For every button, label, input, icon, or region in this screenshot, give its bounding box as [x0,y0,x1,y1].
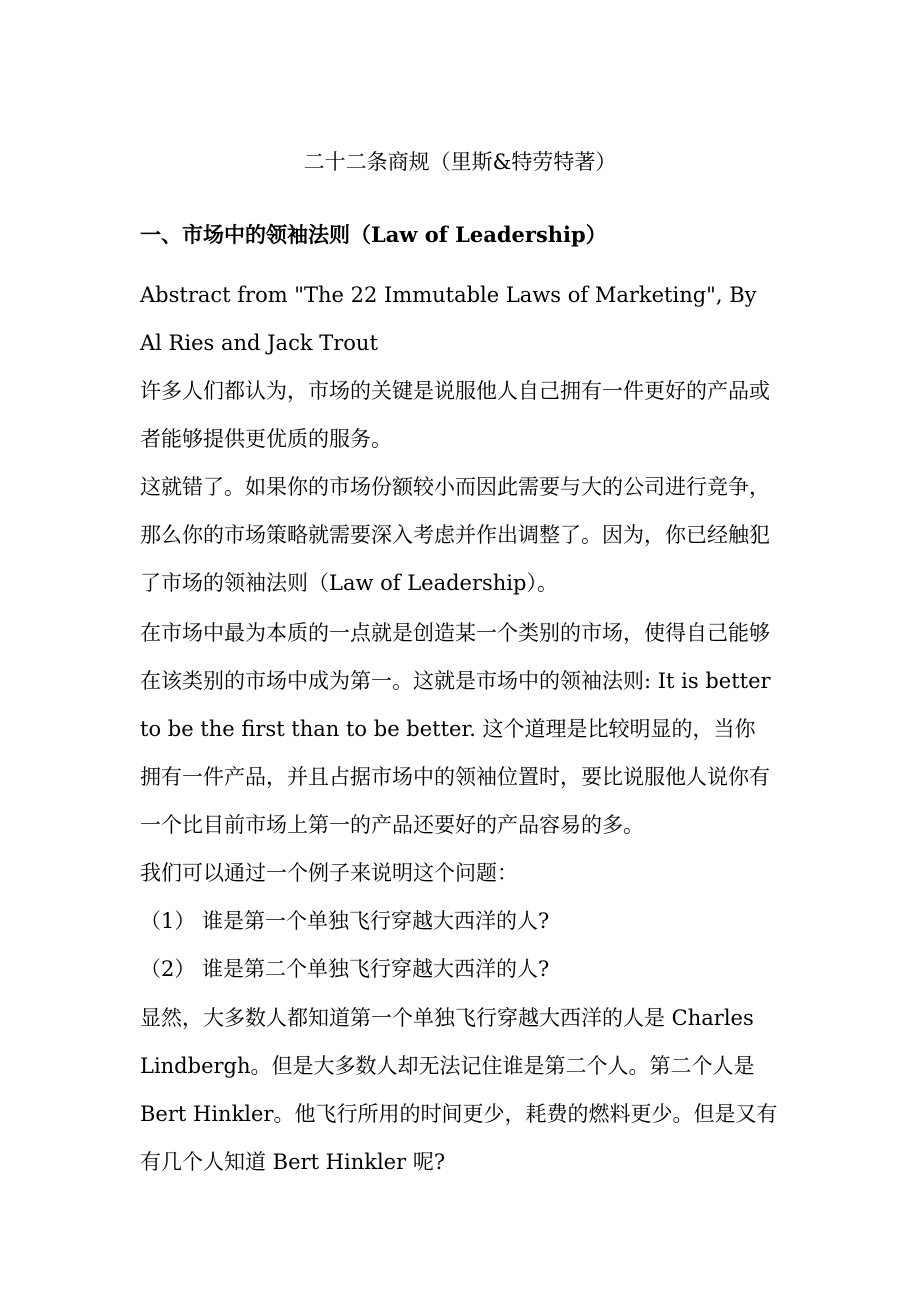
paragraph-line: 这就错了。如果你的市场份额较小而因此需要与大的公司进行竞争， [140,475,770,499]
paragraph-line: 了市场的领袖法则（Law of Leadership）。 [140,571,558,595]
paragraph-line: Al Ries and Jack Trout [140,331,378,355]
paragraph-line: Bert Hinkler。他飞行所用的时间更少，耗费的燃料更少。但是又有 [140,1102,778,1126]
paragraph-line: 在该类别的市场中成为第一。这就是市场中的领袖法则: It is better [140,669,771,693]
paragraph-line: 有几个人知道 Bert Hinkler 呢? [140,1150,446,1174]
paragraph-line: Lindbergh。但是大多数人却无法记住谁是第二个人。第二个人是 [140,1054,755,1078]
list-item: （2） 谁是第二个单独飞行穿越大西洋的人? [140,957,550,981]
list-item: （1） 谁是第一个单独飞行穿越大西洋的人? [140,909,550,933]
paragraph-line: 者能够提供更优质的服务。 [140,427,392,451]
paragraph-line: 显然，大多数人都知道第一个单独飞行穿越大西洋的人是 Charles [140,1006,754,1030]
paragraph-line: 在市场中最为本质的一点就是创造某一个类别的市场，使得自己能够 [140,621,770,645]
paragraph-line: Abstract from "The 22 Immutable Laws of Marketing", By [140,283,757,307]
paragraph-line: to be the first than to be better. 这个道理是比较明显的，当你 [140,717,756,741]
paragraph-line: 我们可以通过一个例子来说明这个问题： [140,861,518,885]
paragraph-line: 一个比目前市场上第一的产品还要好的产品容易的多。 [140,813,644,837]
paragraph-line: 许多人们都认为，市场的关键是说服他人自己拥有一件更好的产品或 [140,379,770,403]
document-title: 二十二条商规（里斯&特劳特著） [303,150,617,174]
paragraph-line: 拥有一件产品，并且占据市场中的领袖位置时，要比说服他人说你有 [140,765,770,789]
paragraph-line: 那么你的市场策略就需要深入考虑并作出调整了。因为，你已经触犯 [140,523,770,547]
section-heading: 一、市场中的领袖法则（Law of Leadership） [140,222,607,247]
